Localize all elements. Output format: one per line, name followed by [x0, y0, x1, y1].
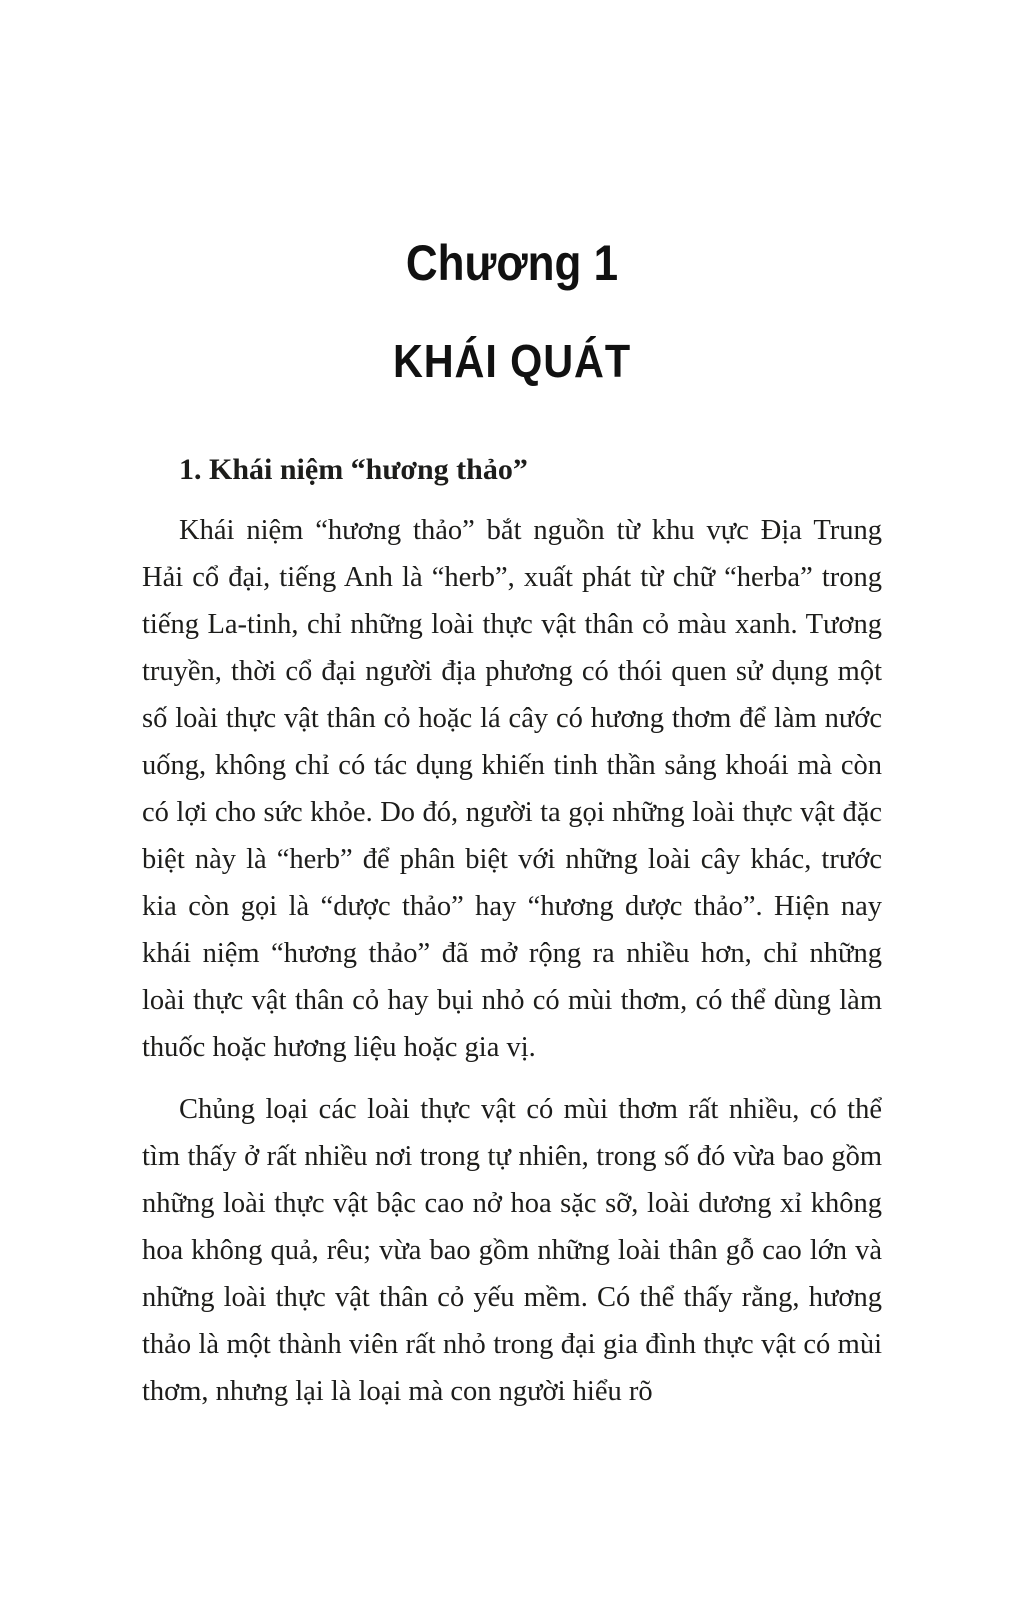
chapter-number: Chương 1 — [405, 235, 619, 291]
paragraph-2: Chủng loại các loài thực vật có mùi thơm rất nhiều, có thể tìm thấy ở rất nhiều nơi trong tự nhiên, trong số đó vừa bao gồm những loài thực vật bậc cao nở hoa sặc sỡ, loài dương xỉ không hoa không quả, rêu; vừa bao gồm những loài thân gỗ cao lớn và những loài thực vật thân cỏ yếu mềm. Có thể thấy rằng, hương thảo là một thành viên rất nhỏ trong đại gia đình thực vật có mùi thơm, nhưng lại là loại mà con người hiểu rõ — [142, 1094, 882, 1407]
paragraph-1: Khái niệm “hương thảo” bắt nguồn từ khu vực Địa Trung Hải cổ đại, tiếng Anh là “herb”, xuất phát từ chữ “herba” trong tiếng La-tinh, chỉ những loài thực vật thân cỏ màu xanh. Tương truyền, thời cổ đại người địa phương có thói quen sử dụng một số loài thực vật thân cỏ hoặc lá cây có hương thơm để làm nước uống, không chỉ có tác dụng khiến tinh thần sảng khoái mà còn có lợi cho sức khỏe. Do đó, người ta gọi những loài thực vật đặc biệt này là “herb” để phân biệt với những loài cây khác, trước kia còn gọi là “dược thảo” hay “hương dược thảo”. Hiện nay khái niệm “hương thảo” đã mở rộng ra nhiều hơn, chỉ những loài thực vật thân cỏ hay bụi nhỏ có mùi thơm, có thể dùng làm thuốc hoặc hương liệu hoặc gia vị. — [142, 515, 882, 1063]
section-heading: 1. Khái niệm “hương thảo” — [179, 453, 528, 486]
chapter-title: KHÁI QUÁT — [392, 335, 632, 387]
